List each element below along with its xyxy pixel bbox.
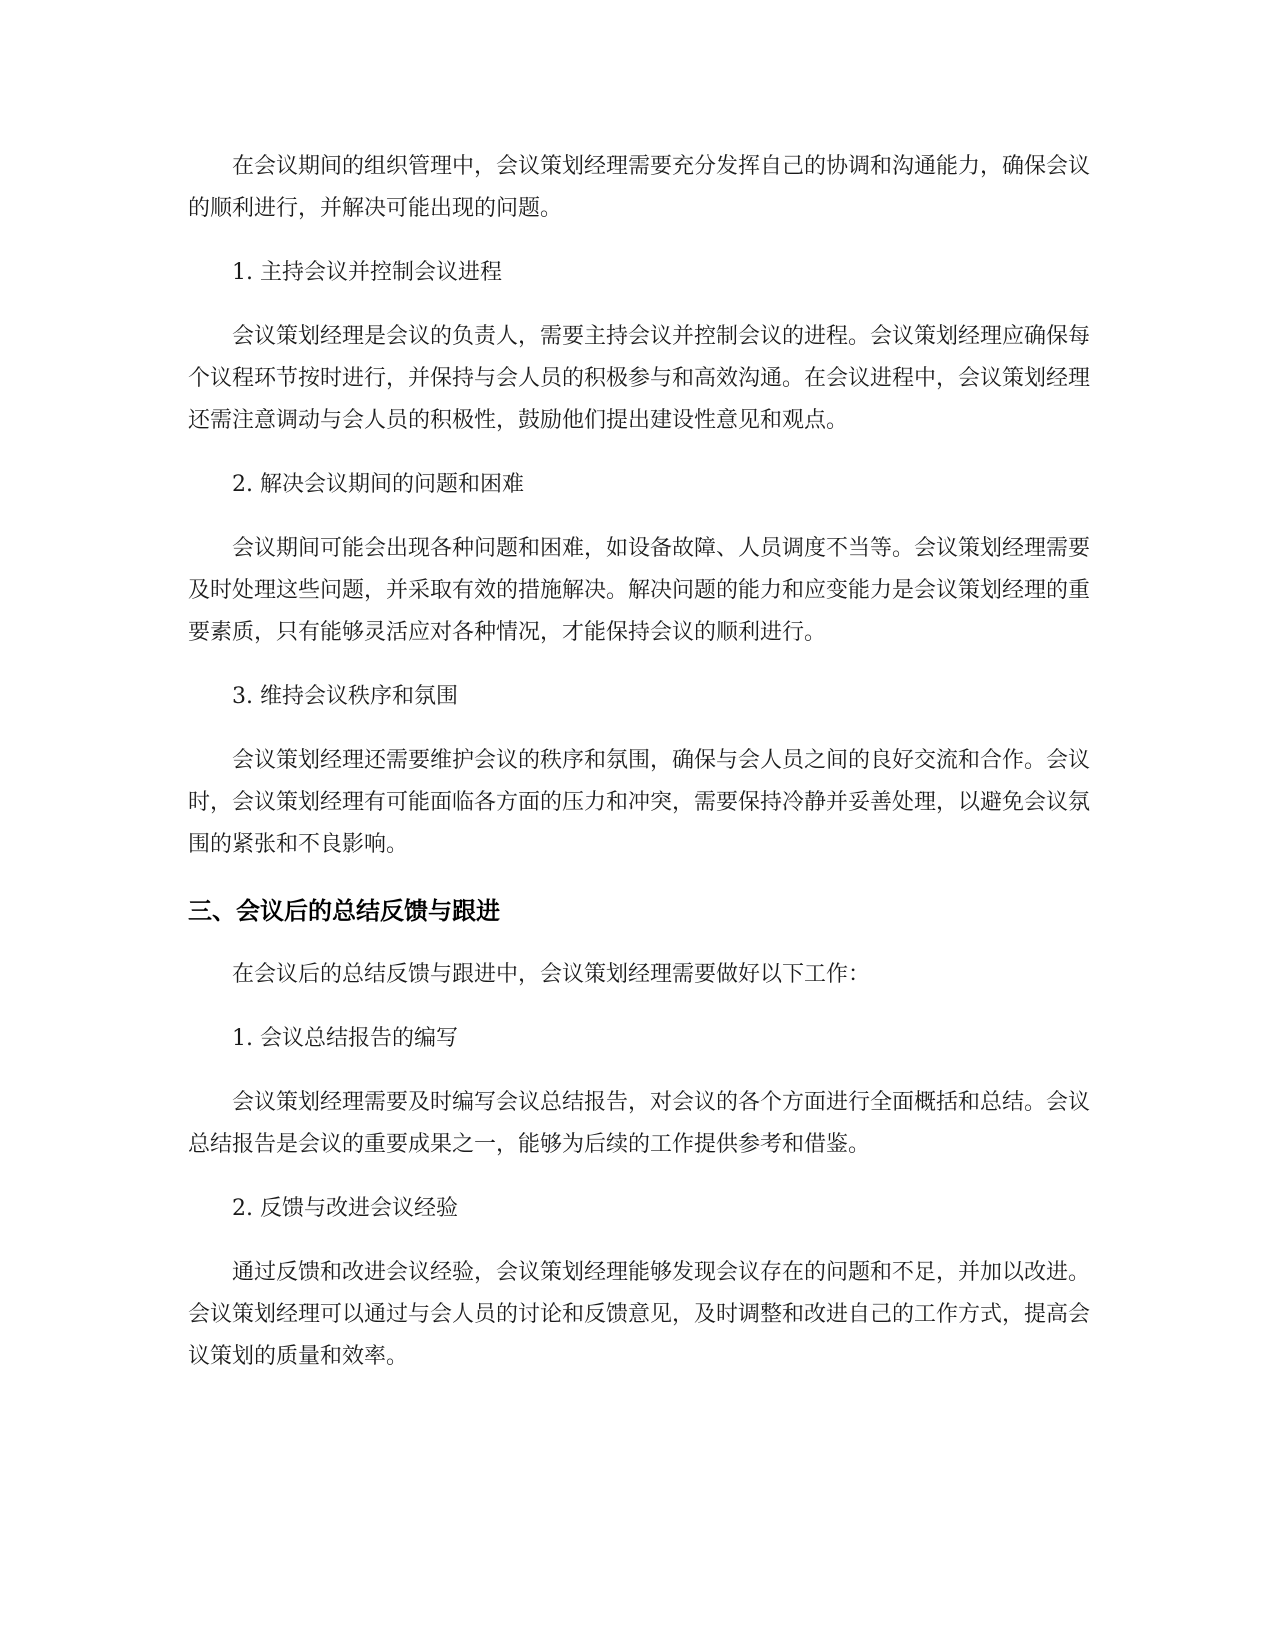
list-item-summary-report: 1. 会议总结报告的编写 (232, 1026, 458, 1051)
paragraph-followup-intro: 在会议后的总结反馈与跟进中，会议策划经理需要做好以下工作： (232, 962, 871, 987)
section-heading: 三、会议后的总结反馈与跟进 (188, 897, 500, 925)
list-item-feedback: 2. 反馈与改进会议经验 (232, 1196, 458, 1221)
paragraph-solve-problems: 会议期间可能会出现各种问题和困难，如设备故障、人员调度不当等。会议策划经理需要及时处理这些问题，并采取有效的措施解决。解决问题的能力和应变能力是会议策划经理的重要素质，只有能够灵活应对各种情况，才能保持会议的顺利进行。 (188, 536, 1091, 645)
paragraph-host-meeting: 会议策划经理是会议的负责人，需要主持会议并控制会议的进程。会议策划经理应确保每个议程环节按时进行，并保持与会人员的积极参与和高效沟通。在会议进程中，会议策划经理还需注意调动与会人员的积极性，鼓励他们提出建设性意见和观点。 (188, 324, 1091, 433)
paragraph-intro: 在会议期间的组织管理中，会议策划经理需要充分发挥自己的协调和沟通能力，确保会议的顺利进行，并解决可能出现的问题。 (188, 154, 1091, 221)
list-item-solve-problems: 2. 解决会议期间的问题和困难 (232, 472, 524, 497)
paragraph-maintain-order: 会议策划经理还需要维护会议的秩序和氛围，确保与会人员之间的良好交流和合作。会议时，会议策划经理有可能面临各方面的压力和冲突，需要保持冷静并妥善处理，以避免会议氛围的紧张和不良影响。 (188, 748, 1091, 857)
document-page (188, 146, 1090, 1378)
list-item-host-meeting: 1. 主持会议并控制会议进程 (232, 260, 502, 285)
list-item-maintain-order: 3. 维持会议秩序和氛围 (232, 684, 458, 709)
paragraph-summary-report: 会议策划经理需要及时编写会议总结报告，对会议的各个方面进行全面概括和总结。会议总结报告是会议的重要成果之一，能够为后续的工作提供参考和借鉴。 (188, 1090, 1091, 1157)
paragraph-feedback: 通过反馈和改进会议经验，会议策划经理能够发现会议存在的问题和不足，并加以改进。会议策划经理可以通过与会人员的讨论和反馈意见，及时调整和改进自己的工作方式，提高会议策划的质量和效率。 (188, 1260, 1091, 1369)
